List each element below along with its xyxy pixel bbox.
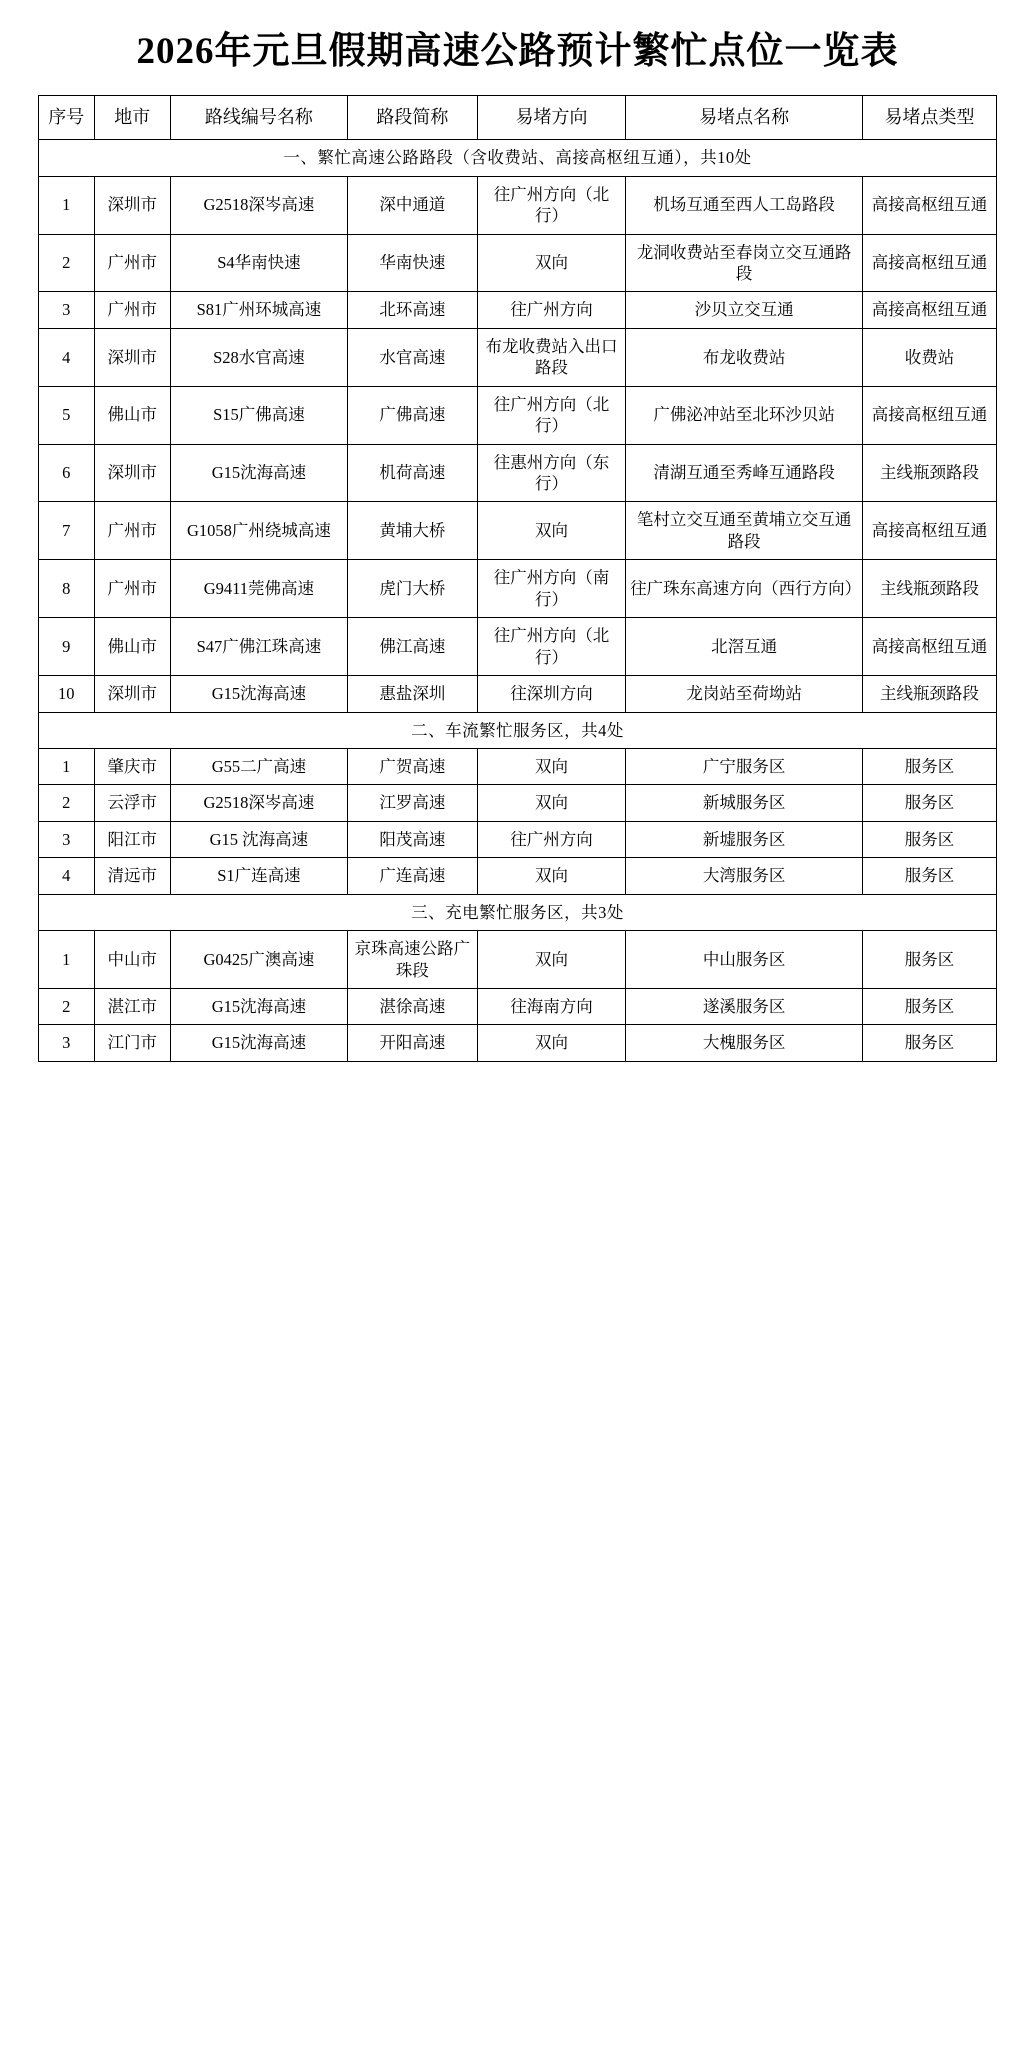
cell-city: 深圳市 bbox=[94, 676, 170, 712]
section-heading: 二、车流繁忙服务区，共4处 bbox=[39, 712, 997, 748]
cell-point-name: 布龙收费站 bbox=[626, 328, 863, 386]
cell-route: G15沈海高速 bbox=[170, 989, 347, 1025]
table-row bbox=[39, 234, 997, 292]
cell-segment: 华南快速 bbox=[348, 234, 478, 292]
table-row bbox=[39, 444, 997, 502]
table-row bbox=[39, 748, 997, 784]
cell-point-name: 中山服务区 bbox=[626, 931, 863, 989]
cell-point-type: 服务区 bbox=[863, 858, 997, 894]
cell-point-type: 高接高枢纽互通 bbox=[863, 502, 997, 560]
cell-route: G15沈海高速 bbox=[170, 444, 347, 502]
cell-segment: 广连高速 bbox=[348, 858, 478, 894]
cell-direction: 双向 bbox=[477, 858, 625, 894]
cell-segment: 佛江高速 bbox=[348, 618, 478, 676]
table-row bbox=[39, 176, 997, 234]
cell-index: 3 bbox=[39, 292, 95, 328]
cell-index: 1 bbox=[39, 748, 95, 784]
cell-point-name: 笔村立交互通至黄埔立交互通路段 bbox=[626, 502, 863, 560]
cell-point-name: 遂溪服务区 bbox=[626, 989, 863, 1025]
cell-direction: 双向 bbox=[477, 234, 625, 292]
table-row bbox=[39, 618, 997, 676]
cell-city: 肇庆市 bbox=[94, 748, 170, 784]
cell-point-name: 龙洞收费站至春岗立交互通路段 bbox=[626, 234, 863, 292]
cell-route: G0425广澳高速 bbox=[170, 931, 347, 989]
cell-city: 湛江市 bbox=[94, 989, 170, 1025]
cell-segment: 惠盐深圳 bbox=[348, 676, 478, 712]
cell-point-name: 广宁服务区 bbox=[626, 748, 863, 784]
cell-index: 10 bbox=[39, 676, 95, 712]
table-row bbox=[39, 858, 997, 894]
cell-index: 8 bbox=[39, 560, 95, 618]
cell-route: S1广连高速 bbox=[170, 858, 347, 894]
cell-segment: 湛徐高速 bbox=[348, 989, 478, 1025]
cell-city: 清远市 bbox=[94, 858, 170, 894]
header-direction: 易堵方向 bbox=[477, 95, 625, 139]
cell-point-type: 主线瓶颈路段 bbox=[863, 676, 997, 712]
cell-point-type: 高接高枢纽互通 bbox=[863, 618, 997, 676]
cell-index: 1 bbox=[39, 176, 95, 234]
cell-route: G55二广高速 bbox=[170, 748, 347, 784]
page-title: 2026年元旦假期高速公路预计繁忙点位一览表 bbox=[136, 31, 899, 72]
cell-point-type: 服务区 bbox=[863, 1025, 997, 1061]
busy-points-table bbox=[38, 95, 997, 1062]
cell-city: 阳江市 bbox=[94, 821, 170, 857]
cell-point-name: 沙贝立交互通 bbox=[626, 292, 863, 328]
cell-route: S15广佛高速 bbox=[170, 386, 347, 444]
cell-point-name: 大槐服务区 bbox=[626, 1025, 863, 1061]
cell-route: G15 沈海高速 bbox=[170, 821, 347, 857]
cell-route: G9411莞佛高速 bbox=[170, 560, 347, 618]
cell-city: 深圳市 bbox=[94, 176, 170, 234]
cell-route: G2518深岑高速 bbox=[170, 785, 347, 821]
header-city: 地市 bbox=[94, 95, 170, 139]
cell-point-name: 新墟服务区 bbox=[626, 821, 863, 857]
cell-route: S28水官高速 bbox=[170, 328, 347, 386]
cell-route: G1058广州绕城高速 bbox=[170, 502, 347, 560]
cell-city: 云浮市 bbox=[94, 785, 170, 821]
cell-segment: 开阳高速 bbox=[348, 1025, 478, 1061]
table-row bbox=[39, 502, 997, 560]
cell-segment: 机荷高速 bbox=[348, 444, 478, 502]
cell-index: 4 bbox=[39, 858, 95, 894]
section-heading-row bbox=[39, 712, 997, 748]
cell-city: 佛山市 bbox=[94, 386, 170, 444]
cell-route: S81广州环城高速 bbox=[170, 292, 347, 328]
cell-point-type: 高接高枢纽互通 bbox=[863, 176, 997, 234]
cell-city: 广州市 bbox=[94, 560, 170, 618]
cell-city: 中山市 bbox=[94, 931, 170, 989]
cell-route: S47广佛江珠高速 bbox=[170, 618, 347, 676]
table-row bbox=[39, 386, 997, 444]
cell-index: 9 bbox=[39, 618, 95, 676]
cell-city: 广州市 bbox=[94, 234, 170, 292]
table-row bbox=[39, 560, 997, 618]
cell-point-name: 大湾服务区 bbox=[626, 858, 863, 894]
cell-segment: 京珠高速公路广珠段 bbox=[348, 931, 478, 989]
table-row bbox=[39, 676, 997, 712]
section-heading: 一、繁忙高速公路路段（含收费站、高接高枢纽互通），共10处 bbox=[39, 140, 997, 176]
cell-point-type: 高接高枢纽互通 bbox=[863, 234, 997, 292]
header-route: 路线编号名称 bbox=[170, 95, 347, 139]
cell-index: 3 bbox=[39, 821, 95, 857]
cell-city: 深圳市 bbox=[94, 328, 170, 386]
header-point-name: 易堵点名称 bbox=[626, 95, 863, 139]
cell-direction: 双向 bbox=[477, 931, 625, 989]
cell-point-name: 北滘互通 bbox=[626, 618, 863, 676]
header-point-type: 易堵点类型 bbox=[863, 95, 997, 139]
cell-city: 深圳市 bbox=[94, 444, 170, 502]
section-heading-row bbox=[39, 894, 997, 930]
cell-city: 佛山市 bbox=[94, 618, 170, 676]
table-row bbox=[39, 785, 997, 821]
cell-point-type: 高接高枢纽互通 bbox=[863, 386, 997, 444]
cell-index: 5 bbox=[39, 386, 95, 444]
cell-point-type: 主线瓶颈路段 bbox=[863, 444, 997, 502]
cell-direction: 往广州方向（北行） bbox=[477, 176, 625, 234]
table-body bbox=[39, 140, 997, 1062]
table-row bbox=[39, 989, 997, 1025]
cell-direction: 往海南方向 bbox=[477, 989, 625, 1025]
cell-direction: 往惠州方向（东行） bbox=[477, 444, 625, 502]
cell-city: 江门市 bbox=[94, 1025, 170, 1061]
cell-point-name: 往广珠东高速方向（西行方向） bbox=[626, 560, 863, 618]
cell-index: 6 bbox=[39, 444, 95, 502]
cell-index: 2 bbox=[39, 234, 95, 292]
cell-segment: 江罗高速 bbox=[348, 785, 478, 821]
cell-point-type: 收费站 bbox=[863, 328, 997, 386]
cell-index: 4 bbox=[39, 328, 95, 386]
table-row bbox=[39, 1025, 997, 1061]
cell-point-name: 机场互通至西人工岛路段 bbox=[626, 176, 863, 234]
cell-city: 广州市 bbox=[94, 502, 170, 560]
cell-segment: 虎门大桥 bbox=[348, 560, 478, 618]
cell-segment: 广贺高速 bbox=[348, 748, 478, 784]
cell-point-name: 清湖互通至秀峰互通路段 bbox=[626, 444, 863, 502]
cell-point-type: 高接高枢纽互通 bbox=[863, 292, 997, 328]
cell-direction: 往广州方向 bbox=[477, 821, 625, 857]
cell-point-type: 主线瓶颈路段 bbox=[863, 560, 997, 618]
cell-route: G15沈海高速 bbox=[170, 1025, 347, 1061]
header-index: 序号 bbox=[39, 95, 95, 139]
cell-route: G2518深岑高速 bbox=[170, 176, 347, 234]
cell-direction: 双向 bbox=[477, 748, 625, 784]
cell-segment: 黄埔大桥 bbox=[348, 502, 478, 560]
cell-city: 广州市 bbox=[94, 292, 170, 328]
cell-point-type: 服务区 bbox=[863, 931, 997, 989]
cell-direction: 往广州方向 bbox=[477, 292, 625, 328]
cell-index: 1 bbox=[39, 931, 95, 989]
cell-direction: 双向 bbox=[477, 1025, 625, 1061]
table-header bbox=[39, 95, 997, 139]
cell-point-name: 龙岗站至荷坳站 bbox=[626, 676, 863, 712]
cell-direction: 往广州方向（北行） bbox=[477, 618, 625, 676]
cell-index: 7 bbox=[39, 502, 95, 560]
cell-direction: 往深圳方向 bbox=[477, 676, 625, 712]
cell-index: 2 bbox=[39, 989, 95, 1025]
cell-route: G15沈海高速 bbox=[170, 676, 347, 712]
cell-direction: 布龙收费站入出口路段 bbox=[477, 328, 625, 386]
table-row bbox=[39, 292, 997, 328]
cell-direction: 往广州方向（北行） bbox=[477, 386, 625, 444]
cell-segment: 水官高速 bbox=[348, 328, 478, 386]
cell-direction: 往广州方向（南行） bbox=[477, 560, 625, 618]
cell-segment: 北环高速 bbox=[348, 292, 478, 328]
cell-segment: 阳茂高速 bbox=[348, 821, 478, 857]
cell-segment: 深中通道 bbox=[348, 176, 478, 234]
cell-segment: 广佛高速 bbox=[348, 386, 478, 444]
cell-index: 3 bbox=[39, 1025, 95, 1061]
cell-point-name: 新城服务区 bbox=[626, 785, 863, 821]
section-heading-row bbox=[39, 140, 997, 176]
cell-point-name: 广佛泌冲站至北环沙贝站 bbox=[626, 386, 863, 444]
table-row bbox=[39, 821, 997, 857]
header-segment: 路段简称 bbox=[348, 95, 478, 139]
header-row bbox=[39, 95, 997, 139]
table-row bbox=[39, 931, 997, 989]
cell-point-type: 服务区 bbox=[863, 748, 997, 784]
cell-direction: 双向 bbox=[477, 502, 625, 560]
cell-point-type: 服务区 bbox=[863, 989, 997, 1025]
cell-index: 2 bbox=[39, 785, 95, 821]
cell-route: S4华南快速 bbox=[170, 234, 347, 292]
table-row bbox=[39, 328, 997, 386]
cell-direction: 双向 bbox=[477, 785, 625, 821]
cell-point-type: 服务区 bbox=[863, 785, 997, 821]
cell-point-type: 服务区 bbox=[863, 821, 997, 857]
section-heading: 三、充电繁忙服务区，共3处 bbox=[39, 894, 997, 930]
